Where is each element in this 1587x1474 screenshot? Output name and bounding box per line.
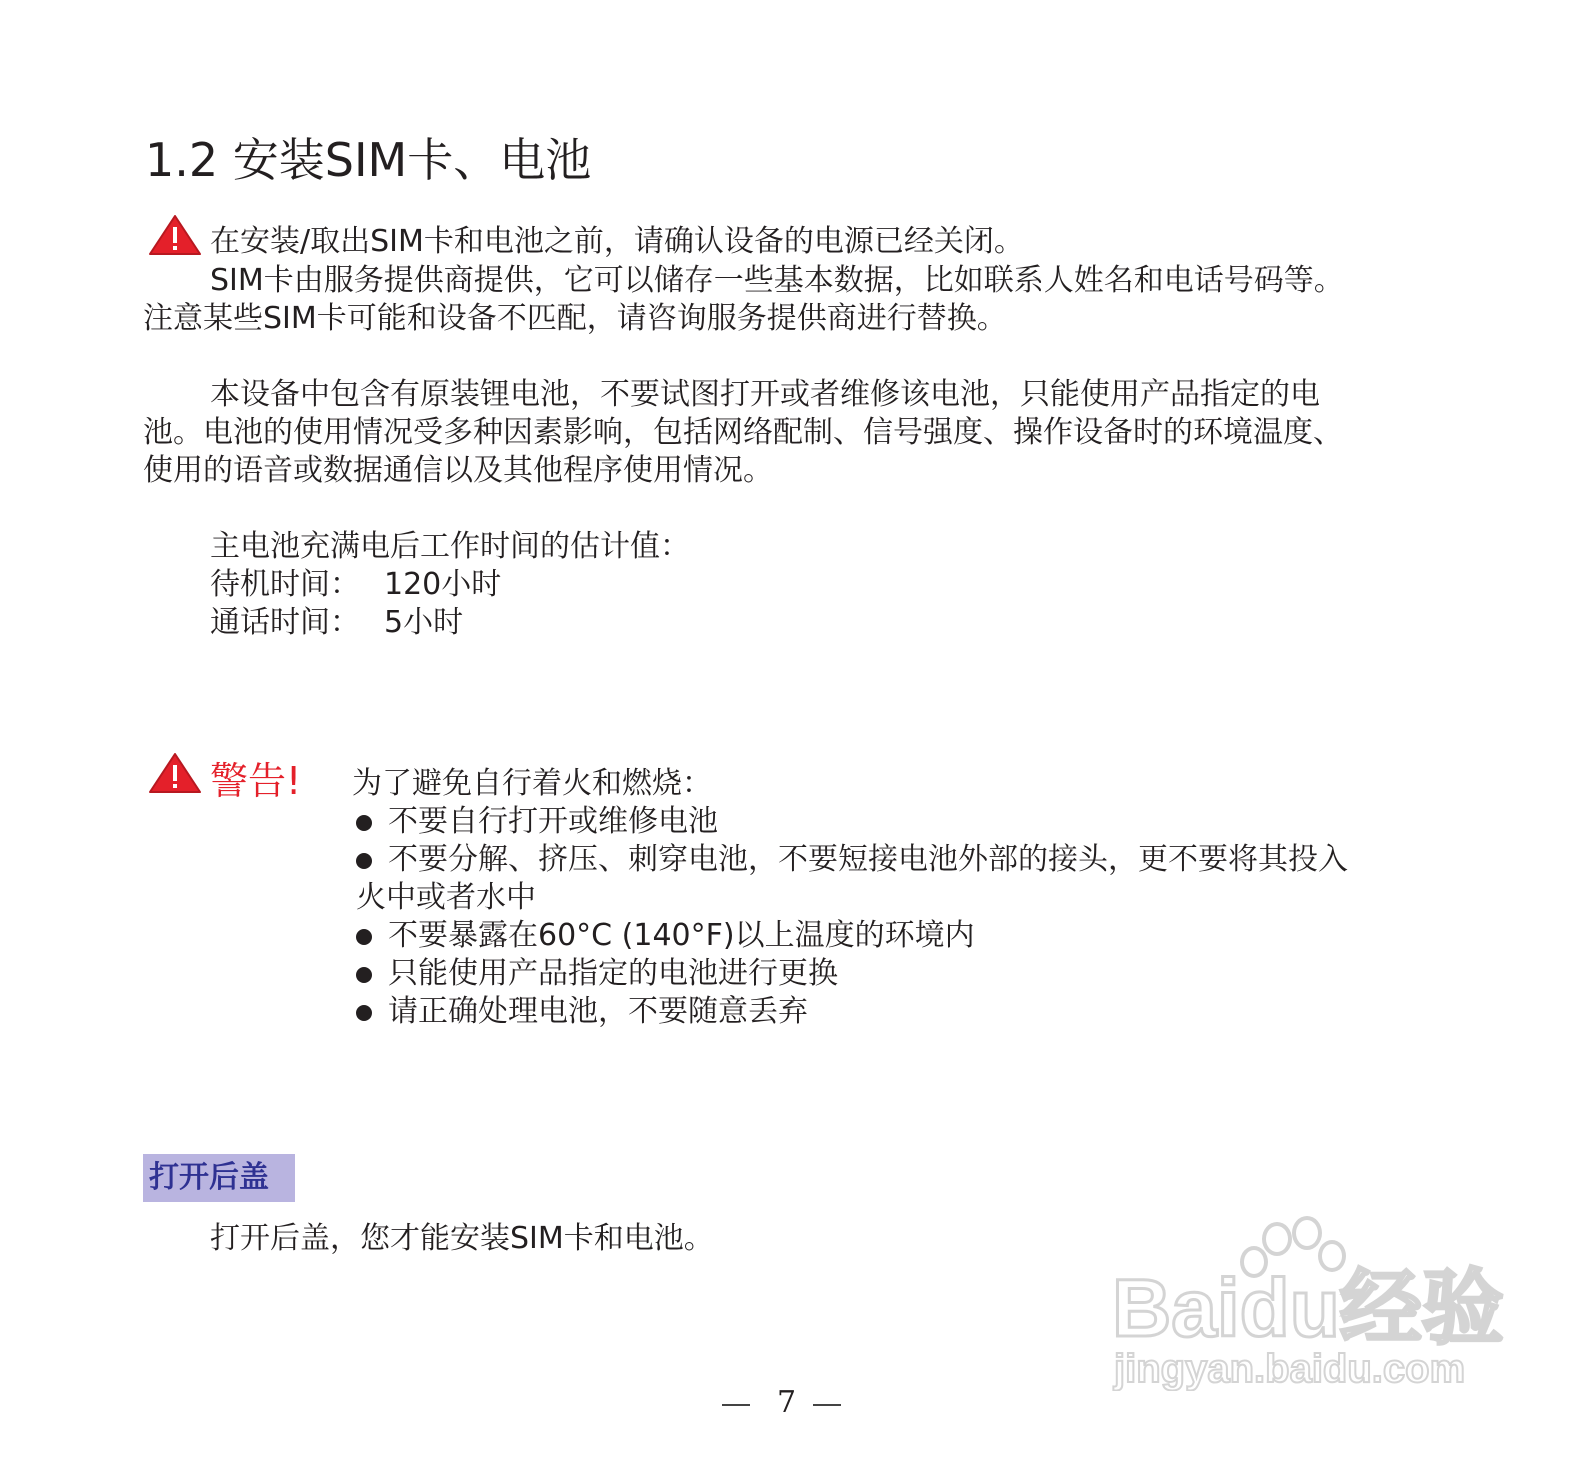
- bullet-dot-icon: [356, 929, 372, 945]
- warning-item-2: 不要分解、挤压、刺穿电池，不要短接电池外部的接头，更不要将其投入: [388, 842, 1348, 877]
- talk-time-label: 通话时间：: [210, 605, 360, 640]
- warning-item-4: 只能使用产品指定的电池进行更换: [388, 956, 838, 991]
- warning-triangle-icon: [148, 752, 202, 794]
- footer-dash-right: [813, 1404, 841, 1406]
- warning-item-5: 请正确处理电池，不要随意丢弃: [388, 994, 808, 1029]
- open-cover-badge: [143, 1154, 295, 1202]
- battery-life-heading: 主电池充满电后工作时间的估计值：: [210, 529, 690, 564]
- bullet-dot-icon: [356, 1005, 372, 1021]
- section-title: 1.2 安装SIM卡、电池: [145, 133, 592, 187]
- paw-toe: [1292, 1216, 1322, 1250]
- battery-paragraph-line-1: 本设备中包含有原装锂电池，不要试图打开或者维修该电池，只能使用产品指定的电: [210, 377, 1320, 412]
- watermark-url: jingyan.baidu.com: [1114, 1347, 1466, 1391]
- page-number: 7: [777, 1385, 797, 1420]
- notice-line-3: 注意某些SIM卡可能和设备不匹配，请咨询服务提供商进行替换。: [143, 301, 1007, 336]
- warning-label: 警告!: [210, 759, 302, 803]
- warning-triangle-icon: [148, 214, 202, 256]
- battery-paragraph-line-2: 池。电池的使用情况受多种因素影响，包括网络配制、信号强度、操作设备时的环境温度、: [143, 415, 1343, 450]
- warning-item-2-continuation: 火中或者水中: [356, 880, 536, 915]
- paw-toe: [1262, 1222, 1292, 1256]
- notice-line-2: SIM卡由服务提供商提供，它可以储存一些基本数据，比如联系人姓名和电话号码等。: [210, 263, 1344, 298]
- bullet-dot-icon: [356, 853, 372, 869]
- warning-item-3: 不要暴露在60°C (140°F)以上温度的环境内: [388, 918, 975, 953]
- notice-line-1: 在安装/取出SIM卡和电池之前，请确认设备的电源已经关闭。: [210, 224, 1024, 259]
- open-cover-badge-label: 打开后盖: [149, 1160, 269, 1195]
- bullet-dot-icon: [356, 967, 372, 983]
- talk-time-value: 5小时: [384, 605, 464, 640]
- standby-time-value: 120小时: [384, 567, 502, 602]
- open-cover-text: 打开后盖，您才能安装SIM卡和电池。: [210, 1221, 714, 1256]
- watermark-logo: Baidu经验: [1112, 1263, 1504, 1354]
- warning-item-1: 不要自行打开或维修电池: [388, 804, 718, 839]
- bullet-dot-icon: [356, 815, 372, 831]
- battery-paragraph-line-3: 使用的语音或数据通信以及其他程序使用情况。: [143, 453, 773, 488]
- warning-intro: 为了避免自行着火和燃烧：: [352, 766, 712, 801]
- standby-time-label: 待机时间：: [210, 567, 360, 602]
- footer-dash-left: [722, 1404, 750, 1406]
